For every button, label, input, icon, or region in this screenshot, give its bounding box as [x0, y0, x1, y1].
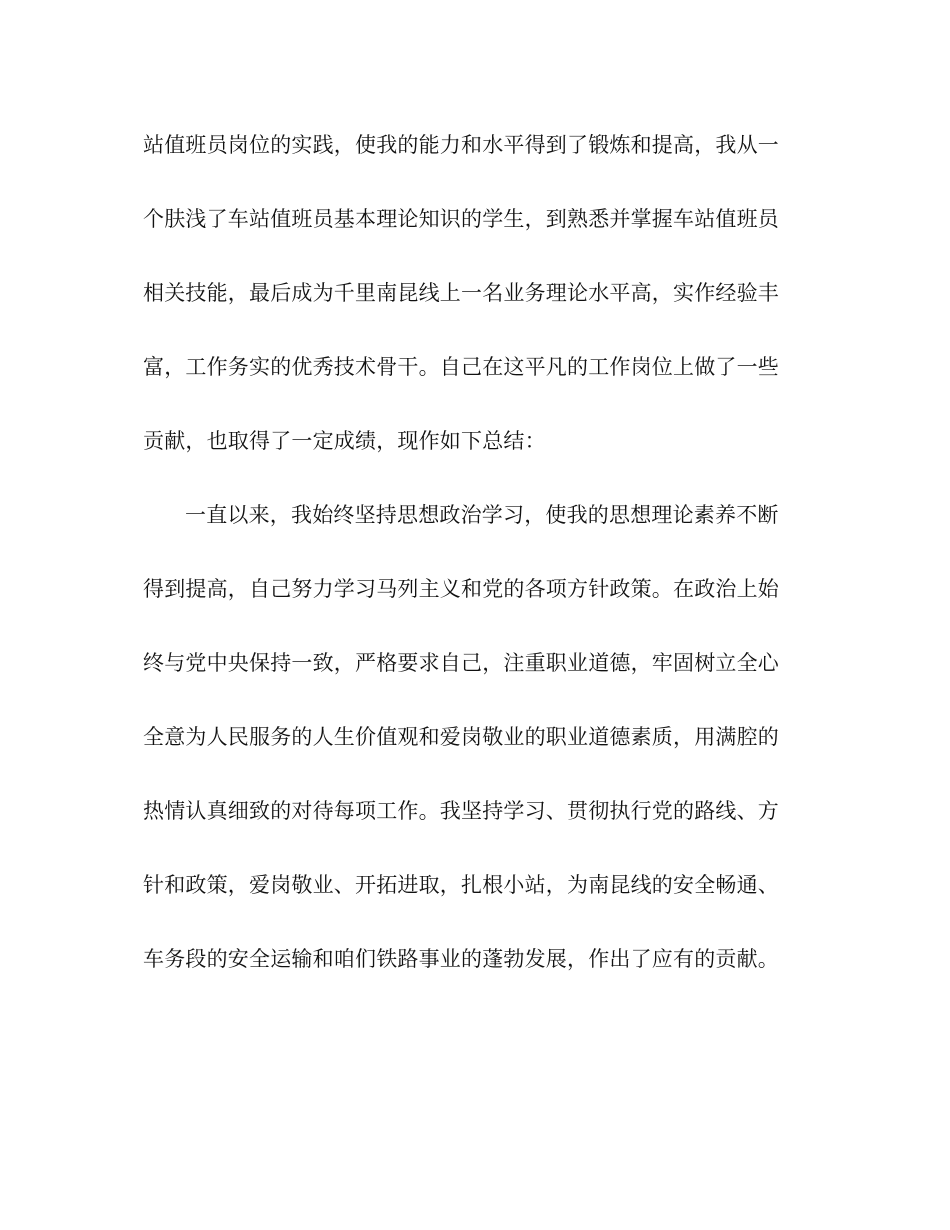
text-line: 车务段的安全运输和咱们铁路事业的蓬勃发展，作出了应有的贡献。	[143, 947, 779, 971]
text-line: 富，工作务实的优秀技术骨干。自己在这平凡的工作岗位上做了一些	[143, 355, 779, 379]
text-line: 针和政策，爱岗敬业、开拓进取，扎根小站，为南昆线的安全畅通、	[143, 873, 779, 897]
paragraph-first-line: 一直以来，我始终坚持思想政治学习，使我的思想理论素养不断	[185, 503, 779, 527]
text-line: 全意为人民服务的人生价值观和爱岗敬业的职业道德素质，用满腔的	[143, 725, 779, 749]
text-line: 站值班员岗位的实践，使我的能力和水平得到了锻炼和提高，我从一	[143, 133, 779, 157]
text-line: 热情认真细致的对待每项工作。我坚持学习、贯彻执行党的路线、方	[143, 799, 779, 823]
text-line: 贡献，也取得了一定成绩，现作如下总结：	[143, 429, 546, 453]
text-line: 相关技能，最后成为千里南昆线上一名业务理论水平高，实作经验丰	[143, 281, 779, 305]
body-text	[143, 128, 803, 1016]
text-line: 个肤浅了车站值班员基本理论知识的学生，到熟悉并掌握车站值班员	[143, 207, 779, 231]
text-line: 得到提高，自己努力学习马列主义和党的各项方针政策。在政治上始	[143, 577, 779, 601]
text-line: 终与党中央保持一致，严格要求自己，注重职业道德，牢固树立全心	[143, 651, 779, 675]
